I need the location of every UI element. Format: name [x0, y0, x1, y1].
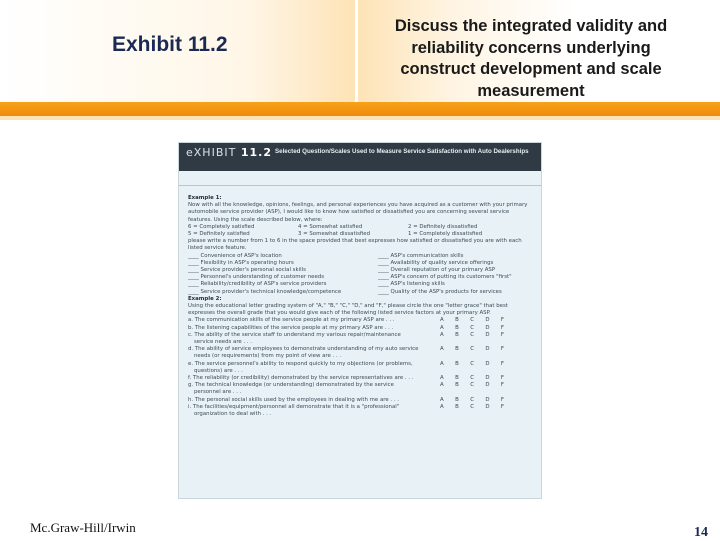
grade-options[interactable]	[440, 361, 534, 368]
question-continuation: organization to deal with . . .	[194, 411, 272, 418]
grade-option[interactable]: D	[485, 360, 490, 367]
grade-option[interactable]: D	[485, 324, 490, 331]
question-text: f. The reliability (or credibility) demonstrated by the service representatives are . . .	[188, 375, 414, 382]
question-row	[188, 397, 534, 404]
scale-item: 2 = Definitely dissatisfied	[408, 223, 478, 230]
grade-option[interactable]: A	[440, 360, 444, 367]
scale-item: 4 = Somewhat satisfied	[298, 223, 363, 230]
grade-option[interactable]: B	[455, 317, 459, 324]
grade-option[interactable]: C	[470, 382, 474, 389]
grade-options[interactable]	[440, 332, 534, 339]
slide-heading: Discuss the integrated validity and reliability concerns underlying construct development and scale measurement	[394, 17, 668, 100]
example2-label: Example 2:	[188, 295, 222, 302]
exhibit-number: 11.2	[240, 146, 272, 159]
grade-option[interactable]: A	[440, 382, 444, 389]
question-continuation: needs (or requirements) from my point of view are . . .	[194, 353, 342, 360]
scale-item: 5 = Definitely satisfied	[188, 231, 250, 238]
scale-item: 6 = Completely satisfied	[188, 223, 255, 230]
question-text: a. The communication skills of the service people at my primary ASP are . . .	[188, 317, 395, 324]
slide-title: Exhibit 11.2	[112, 33, 228, 56]
exhibit-title: Selected Question/Scales Used to Measure Service Satisfaction with Auto Dealerships	[275, 148, 529, 155]
example1-scale	[188, 224, 534, 238]
question-row	[188, 346, 534, 353]
header-divider	[0, 116, 720, 120]
question-text: i. The facilities/equipment/personnel all demonstrate that it is a "professional"	[188, 403, 400, 410]
grade-option[interactable]: D	[485, 403, 490, 410]
grade-option[interactable]: D	[485, 346, 490, 353]
question-row	[188, 404, 534, 411]
grade-option[interactable]: B	[455, 346, 459, 353]
question-text: b. The listening capabilities of the service people at my primary ASP are . . .	[188, 324, 394, 331]
item-right: ____ ASP's concern of putting its customers "first"	[378, 274, 512, 281]
grade-option[interactable]: C	[470, 331, 474, 338]
grade-option[interactable]: F	[500, 382, 504, 389]
question-row	[188, 325, 534, 332]
grade-option[interactable]: B	[455, 360, 459, 367]
grade-option[interactable]: D	[485, 382, 490, 389]
grade-option[interactable]: B	[455, 396, 459, 403]
grade-option[interactable]: C	[470, 375, 474, 382]
grade-option[interactable]: B	[455, 331, 459, 338]
example1-items	[188, 253, 534, 296]
question-text: h. The personal social skills used by the employees in dealing with me are . . .	[188, 396, 399, 403]
example1-label: Example 1:	[188, 195, 222, 201]
item-left: ____ Personnel's understanding of customer needs	[188, 274, 325, 281]
question-text: c. The ability of the service staff to understand my various repair/maintenance	[188, 331, 401, 338]
grade-option[interactable]: C	[470, 396, 474, 403]
grade-option[interactable]: A	[440, 324, 444, 331]
header-left-panel	[0, 0, 355, 115]
grade-option[interactable]: C	[470, 403, 474, 410]
question-text: d. The ability of service employees to demonstrate understanding of my auto service	[188, 346, 419, 353]
example2-intro: Using the educational letter grading system of "A," "B," "C," "D," and "F," please circle the one "letter grace" that best expresses the overall grade that you would give each of the following listed service factors at your primary ASP.	[188, 303, 508, 317]
grade-options[interactable]	[440, 325, 534, 332]
grade-option[interactable]: F	[500, 331, 504, 338]
grade-options[interactable]	[440, 375, 534, 382]
grade-option[interactable]: C	[470, 346, 474, 353]
grade-option[interactable]: F	[500, 360, 504, 367]
question-continuation: personnel are . . .	[194, 389, 242, 396]
grade-option[interactable]: F	[500, 396, 504, 403]
grade-option[interactable]: D	[485, 331, 490, 338]
grade-option[interactable]: C	[470, 360, 474, 367]
item-left: ____ Convenience of ASP's location	[188, 252, 282, 259]
exhibit-brand-text: eXHIBIT	[186, 146, 237, 159]
item-right: ____ Overall reputation of your primary ASP	[378, 267, 496, 274]
item-left: ____ Service provider's personal social skills	[188, 267, 306, 274]
grade-option[interactable]: A	[440, 317, 444, 324]
item-right: ____ ASP's communication skills	[378, 252, 464, 259]
grade-options[interactable]	[440, 382, 534, 389]
item-right: ____ Quality of the ASP's products for services	[378, 288, 502, 295]
grade-option[interactable]: A	[440, 396, 444, 403]
exhibit-figure	[178, 142, 542, 499]
grade-option[interactable]: B	[455, 375, 459, 382]
question-text: e. The service personnel's ability to respond quickly to my objections (or problems,	[188, 360, 413, 367]
header-accent-bar	[0, 102, 720, 116]
grade-option[interactable]: C	[470, 317, 474, 324]
grade-option[interactable]: B	[455, 382, 459, 389]
grade-option[interactable]: F	[500, 375, 504, 382]
grade-option[interactable]: A	[440, 346, 444, 353]
question-text: g. The technical knowledge (or understanding) demonstrated by the service	[188, 382, 394, 389]
item-left: ____ Service provider's technical knowledge/competence	[188, 288, 342, 295]
question-row	[188, 375, 534, 382]
item-right: ____ Availability of quality service offerings	[378, 259, 494, 266]
item-right: ____ ASP's listening skills	[378, 281, 445, 288]
item-left: ____ Flexibility in ASP's operating hours	[188, 259, 294, 266]
publisher-credit: Mc.Graw-Hill/Irwin	[30, 520, 136, 535]
grade-option[interactable]: B	[455, 324, 459, 331]
question-continuation: service needs are . . .	[194, 339, 253, 346]
grade-option[interactable]: C	[470, 324, 474, 331]
grade-option[interactable]: F	[500, 346, 504, 353]
scale-item: 1 = Completely dissatisfied	[408, 231, 483, 238]
grade-options[interactable]	[440, 346, 534, 353]
grade-options[interactable]	[440, 404, 534, 411]
question-row	[188, 332, 534, 339]
exhibit-brand	[186, 146, 272, 159]
scale-item: 3 = Somewhat dissatisfied	[298, 231, 371, 238]
grade-option[interactable]: D	[485, 396, 490, 403]
exhibit-divider	[179, 185, 541, 186]
example2-questions	[188, 317, 534, 418]
grade-option[interactable]: F	[500, 317, 504, 324]
grade-options[interactable]	[440, 397, 534, 404]
grade-option[interactable]: A	[440, 375, 444, 382]
item-left: ____ Reliability/credibility of ASP's service providers	[188, 281, 327, 288]
grade-option[interactable]: F	[500, 324, 504, 331]
question-row	[188, 317, 534, 324]
exhibit-body	[188, 195, 534, 418]
example1-instruction: please write a number from 1 to 6 in the space provided that best expresses how satisfied or dissatisfied you are with each listed service feature.	[188, 238, 522, 252]
exhibit-header	[179, 143, 541, 171]
example1-intro: Now with all the knowledge, opinions, feelings, and personal experiences you have acquired as a customer with your primary automobile service provider (ASP), I would like to know how satisfied or dissatisfied you are concerning several service features. Using the scale described below, where:	[188, 202, 528, 223]
grade-option[interactable]: D	[485, 317, 490, 324]
grade-option[interactable]: A	[440, 403, 444, 410]
question-row	[188, 361, 534, 368]
question-continuation: questions) are . . .	[194, 367, 243, 374]
grade-option[interactable]: F	[500, 403, 504, 410]
grade-options[interactable]	[440, 317, 534, 324]
grade-option[interactable]: A	[440, 331, 444, 338]
question-row	[188, 382, 534, 389]
page-number: 14	[694, 525, 708, 540]
grade-option[interactable]: B	[455, 403, 459, 410]
grade-option[interactable]: D	[485, 375, 490, 382]
